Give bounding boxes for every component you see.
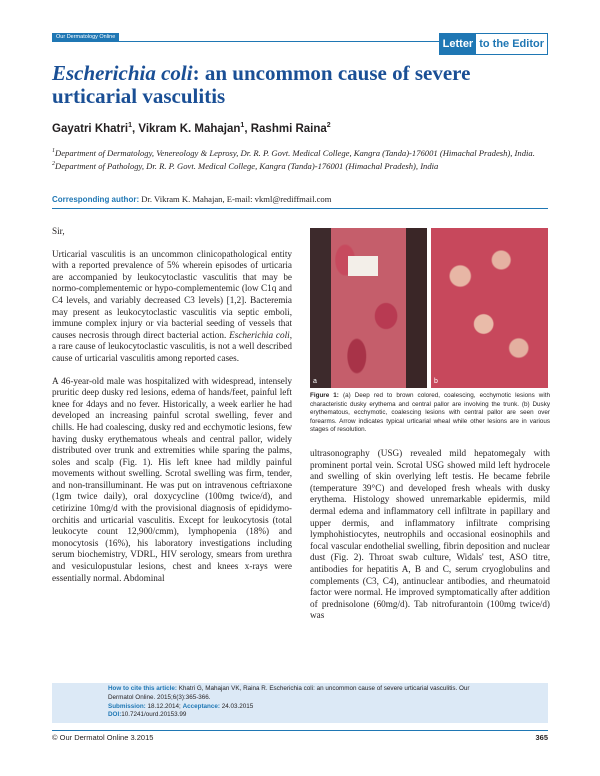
corresponding-label: Corresponding author: — [52, 195, 140, 204]
affiliation-text-2: Department of Pathology, Dr. R. P. Govt. Medical College, Kangra (Tanda)-176001 (Himachal Pradesh), India — [55, 160, 439, 171]
corresponding-rule — [52, 208, 548, 209]
paragraph — [52, 249, 292, 365]
panel-label-b: b — [434, 378, 438, 385]
author-affil-sup: 1 — [128, 122, 132, 129]
caption-text: (a) Deep red to brown colored, coalescing, ecchymotic lesions with characteristic dusky erythema and central pallor are involving the trunk. (b) Dusky erythematous, ecchymotic, coalescing lesions with central pallor are seen over forearms. Arrow indicates typical urticarial wheal while other lesions are in various stages of resolution. — [310, 392, 551, 433]
corresponding-author — [52, 194, 548, 204]
author-affil-sup: 2 — [326, 122, 331, 129]
author-name: Gayatri Khatri — [52, 122, 129, 135]
affiliation-text: Department of Dermatology, Venereology & Leprosy, Dr. R. P. Govt. Medical College, Kangra (Tanda)-176001 (Himachal Pradesh), India. — [55, 147, 535, 158]
article-title — [52, 62, 548, 108]
caption-label: Figure 1: — [310, 392, 339, 399]
left-column — [52, 226, 292, 595]
doi-line — [108, 711, 492, 720]
bandage — [348, 256, 378, 276]
figure-panel-a — [310, 228, 427, 388]
panel-label-a: a — [313, 378, 317, 385]
paragraph-text: , a rare cause of leukocytoclastic vasculitis, is not a well described cause of urticarial vasculitis among reported cases. — [52, 329, 292, 363]
paragraph-text: Urticarial vasculitis is an uncommon clinicopathological entity with a reported prevalence of 5% wherein episodes of urticaria are accompanied by leukocytoclastic vasculitis that may be normo-complementemic or hypo-complementemic (low C1q and C4 levels, and variably decreased C3 levels) [1,2]. Bacteremia may present as leukocytoclastic vasculitis via septic emboli, immune complex injury or via bacterial seeding of vessels that causes necrosis through direct bacterial action. — [52, 248, 292, 340]
cite-text: Khatri G, Mahajan VK, Raina R. Escherichia coli: an uncommon cause of severe urticarial vasculitis. Our Dermatol Online. 2015;6(3):365-366. — [108, 685, 470, 701]
title-rest: : an uncommon cause of severe urticarial vasculitis — [52, 61, 471, 108]
acceptance-label: Acceptance: — [182, 702, 221, 710]
submission-label: Submission: — [108, 702, 146, 710]
paragraph-italic: Escherichia coli — [229, 329, 290, 340]
corresponding-text: Dr. Vikram K. Mahajan, E-mail: vkml@rediffmail.com — [141, 194, 332, 204]
citation-box — [52, 683, 548, 723]
acceptance-date: 24.03.2015 — [221, 702, 254, 710]
author-name: Vikram K. Mahajan — [138, 122, 241, 135]
affil-sup-1: 1 — [52, 148, 55, 154]
affiliation — [52, 146, 548, 172]
cite-label: How to cite this article: — [108, 685, 177, 692]
section-label-part2: to the Editor — [476, 34, 547, 54]
paragraph: A 46-year-old male was hospitalized with widespread, intensely pruritic deep dusky red lesions, edema of hands/feet, painful left knee for 4days and no fever. Historically, a week earlier he had developed an increasing painful scrotal swelling, fever and chills. He had coalescing, dusky red and ecchymotic lesions, few having dusky erythematous wheals and central pallor, widely distributed over trunk and extremities while sparing the palms, soles and scalp (Fig. 1). His left knee had mildly painful movements without swelling. Scrotal swelling was firm, tender, and non-transilluminant. He was put on intravenous ceftriaxone (1gm twice daily), oral doxycycline (100mg twice/d), and cetirizine 10mg/d with the provisional diagnosis of epididymo-orchitis and urticarial vasculitis. Except for leukocytosis (total leukocyte count 12,900/cmm), lymphopenia (18%) and monocytosis (16%), his laboratory investigations including serum biochemistry, VDRL, HIV serology, smears from urethra and vesiculopustular lesions, chest and knees x-rays were essentially normal. Abdominal — [52, 375, 292, 583]
doi-label: DOI: — [108, 711, 122, 719]
figure-panel-b — [431, 228, 548, 388]
salutation: Sir, — [52, 226, 65, 236]
submission-date: 18.12.2014; — [147, 702, 181, 710]
affil-sup-2: 2 — [52, 160, 55, 167]
doi-value[interactable]: 10.7241/ourd.20153.99 — [121, 711, 187, 719]
footer-rule — [52, 730, 548, 731]
author-list: Gayatri Khatri$^1$, Vikram K. Mahajan$^1$, Rashmi Raina$^2$ — [52, 122, 331, 135]
journal-name-tab: Our Dermatology Online — [52, 33, 119, 41]
footer-copyright: © Our Dermatol Online 3.2015 — [52, 733, 154, 742]
section-label-part1: Letter — [440, 34, 477, 54]
cite-line — [108, 685, 492, 703]
figure-caption — [310, 392, 550, 435]
author-name: Rashmi Raina — [250, 122, 327, 135]
page-number: 365 — [535, 733, 548, 742]
author-affil-sup: 1 — [240, 122, 245, 129]
title-italic: Escherichia coli — [52, 61, 193, 85]
section-label — [439, 33, 548, 55]
dates-line — [108, 703, 492, 712]
right-column — [310, 448, 550, 633]
paragraph: ultrasonography (USG) revealed mild hepatomegaly with prominent portal vein. Scrotal USG showed mild left hydrocele and swelling of skin overlying left testis. He became febrile (temperature 39°C) and developed fresh wheals with dusky erythema. Histology showed unremarkable epidermis, mild dermal edema and inflammatory cell infiltrate in papillary and upper dermis, and inflammatory infiltrate comprising lymphohistiocytes, neutrophils and occasional eosinophils and focal vascular endothelial swelling, fibrin deposition and nuclear dust (Fig. 2). Throat swab culture, Widals' test, ASO titre, antibodies for hepatitis A, B and C, serum cryoglobulins and complements (C3, C4), antinuclear antibodies, and rheumatoid factor were normal. He improved symptomatically after addition of prednisolone (60mg/d). Tab nitrofurantoin (100mg twice/d) was — [310, 448, 550, 621]
figure-1 — [310, 228, 548, 388]
